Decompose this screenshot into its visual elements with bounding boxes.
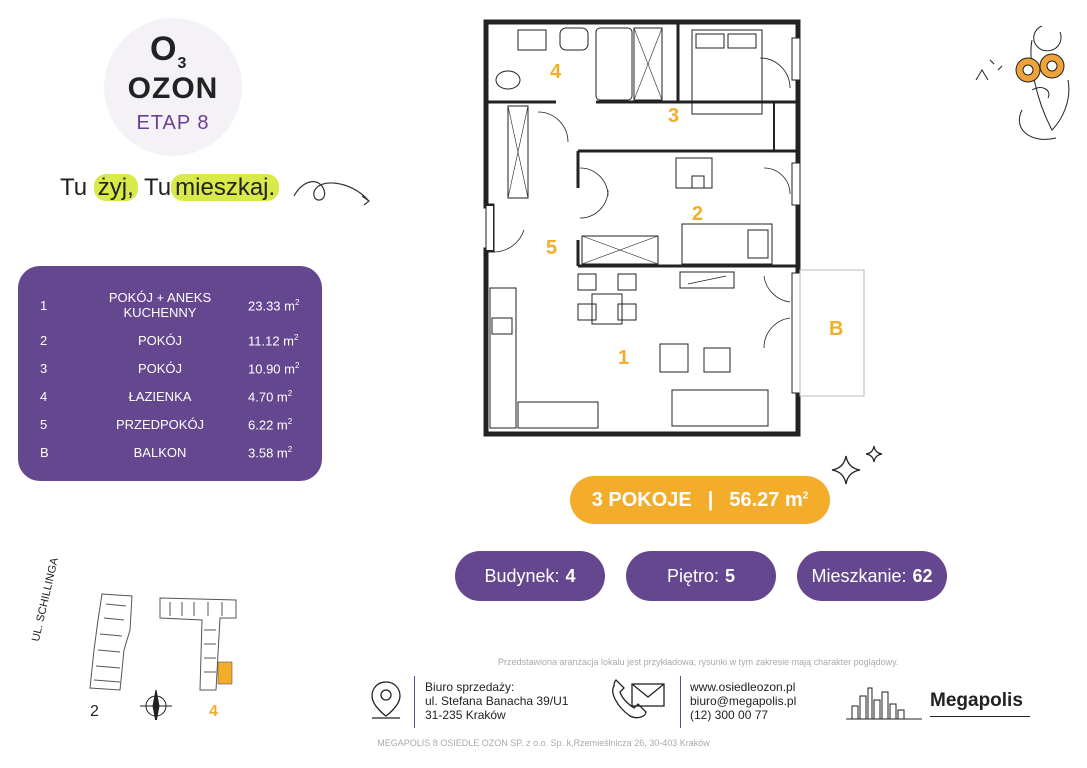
phone-mail-icon <box>608 676 668 724</box>
logo-symbol: $O_3$ <box>150 30 188 72</box>
sales-title: Biuro sprzedaży: <box>425 680 515 694</box>
phone-number[interactable]: (12) 300 00 77 <box>690 708 769 722</box>
divider <box>414 676 415 728</box>
divider <box>680 676 681 728</box>
brand-name: Megapolis <box>930 690 1023 711</box>
apartment-summary <box>570 476 830 524</box>
logo-name: OZON <box>127 72 219 105</box>
sales-street: ul. Stefana Banacha 39/U1 <box>425 694 569 708</box>
slogan <box>60 174 279 202</box>
site-map <box>40 590 260 720</box>
sales-city: 31-235 Kraków <box>425 708 506 722</box>
floor-plan <box>478 18 870 438</box>
room-label-2: 2 <box>692 203 704 225</box>
disclaimer: Przedstawiona aranżacja lokalu jest przykładowa, rysunki w tym zakresie mają charakter poglądowy. <box>498 657 899 667</box>
website-link[interactable]: www.osiedleozon.pl <box>690 680 796 694</box>
room-table: 1 POKÓJ + ANEKS KUCHENNY 23.33 $m^2$ 2 POKÓJ 11.12 $m^2$ 3 POKÓJ 10.90 $m^2$ 4 ŁAZIENKA 4.70 $m^2$ 5 PRZEDPOKÓJ 6.22 $m^2$ B BALKON 3.58 $m^2$ <box>18 266 322 481</box>
slogan-highlight: żyj, <box>94 174 138 201</box>
sparkle-icon <box>828 442 888 492</box>
room-label-1: 1 <box>618 347 630 369</box>
slogan-highlight: mieszkaj. <box>171 174 279 201</box>
brand-underline <box>930 716 1030 717</box>
summary-separator: | <box>707 488 714 511</box>
logo-stage: ETAP 8 <box>136 112 210 134</box>
building-number-2: 2 <box>90 703 99 720</box>
email-link[interactable]: biuro@megapolis.pl <box>690 694 797 708</box>
floor-badge: Piętro: 5 <box>626 551 776 601</box>
apartment-area: 56.27 $m^2$ <box>729 488 809 511</box>
apartment-badge: Mieszkanie: 62 <box>797 551 947 601</box>
arrow-swirl-icon <box>290 170 380 214</box>
building-number-4: 4 <box>209 703 218 720</box>
slogan-word: Tu <box>144 174 172 201</box>
slogan-word: Tu <box>60 174 88 201</box>
room-label-5: 5 <box>546 237 558 259</box>
rooms-count: 3 POKOJE <box>591 488 692 511</box>
city-skyline-icon <box>846 686 922 722</box>
location-pin-icon <box>368 678 404 722</box>
street-label: UL. SCHILLINGA <box>30 556 61 643</box>
room-label-4: 4 <box>550 61 562 83</box>
footer-company: MEGAPOLIS 8 OSIEDLE OZON SP. z o.o. Sp. k,Rzemieślnicza 26, 30-403 Kraków <box>377 738 710 748</box>
building-badge: Budynek: 4 <box>455 551 605 601</box>
room-label-balcony: B <box>829 318 844 340</box>
contact-info <box>690 680 796 722</box>
binoculars-illustration-icon <box>972 20 1082 150</box>
sales-office <box>425 680 568 722</box>
room-label-3: 3 <box>668 105 680 127</box>
